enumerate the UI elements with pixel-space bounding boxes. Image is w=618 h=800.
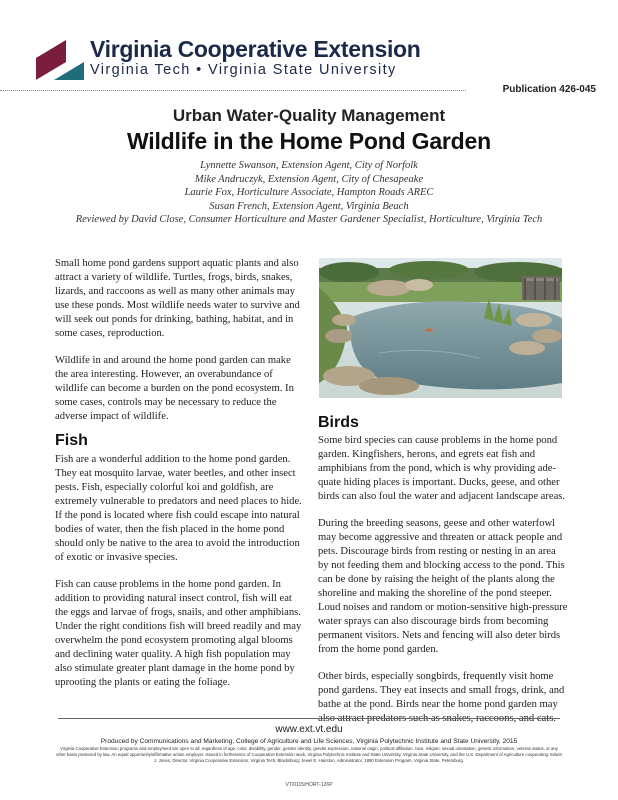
author-list — [0, 159, 618, 227]
fish-paragraph: Fish can cause problems in the home pond garden. In addition to providing natural insect control, fish will eat the eggs and larvae of frogs, snails, and other amphibians. Under the right conditions fish will breed readily and may overwhelm the pond ecosystem promoting algal blooms and declining water quality. A high fish population may also stimulate greater plant damage in the home pond by uprooting the plants or eating the foliage. — [55, 579, 302, 688]
birds-heading: Birds — [318, 414, 359, 431]
birds-paragraph: During the breeding seasons, geese and other waterfowl may become aggressive and threaten or attack people and pets. Discourage birds from resting or nesting in an area by not feeding them and blocking access to the pond. This can be done by raising the height of the plants along the shoreline and making the shoreline of the pond steeper. Loud noises and random or motion-sensitive high-pressure water sprays can also discourage birds from becoming permanent visitors. Nets and fencing will also deter birds from the home pond garden. — [318, 518, 568, 655]
intro-paragraph: Wildlife in and around the home pond garden can make the area interesting. However, an overabundance of wildlife can become a burden on the pond ecosystem. In some cases, controls may be necessary to reduce the adverse impact of wildlife. — [55, 355, 294, 422]
footer-url[interactable]: www.ext.vt.edu — [275, 724, 343, 735]
birds-paragraph: Some bird species can cause problems in the home pond garden. Kingfishers, herons, and egrets eat fish and amphibians from the pond, which is why providing adequate hiding places is important. Ducks, geese, and other birds can also foul the water and adjacent landscape areas. — [318, 435, 566, 502]
author-line: Laurie Fox, Horticulture Associate, Hampton Roads AREC — [184, 187, 434, 198]
fish-section — [55, 453, 305, 703]
footer-legal-notice: Virginia Cooperative Extension programs and employment are open to all, regardless of age, color, disability, gender, gender identity, gender expression, national origin, political affiliation, race, religion, sexual orientation, genetic information, veteran status, or any other basis protected by law. An equal opportunity/affirmative action employer. Issued in furtherance of Cooperative Extension work, Virginia Polytechnic Institute and State University, Virginia State University, and the U.S. Department of Agriculture cooperating. Edwin J. Jones, Director, Virginia Cooperative Extension, Virginia Tech, Blacksburg; Jewel E. Hairston, Administrator, 1890 Extension Program, Virginia State, Petersburg. — [56, 746, 562, 763]
header-divider — [0, 90, 466, 91]
footer-divider — [58, 718, 560, 719]
fish-heading: Fish — [55, 432, 88, 449]
page-title: Wildlife in the Home Pond Garden — [127, 128, 491, 154]
author-line: Mike Andruczyk, Extension Agent, City of Chesapeake — [194, 173, 424, 185]
pond-garden-photo — [319, 258, 562, 398]
org-subtitle: Virginia Tech • Virginia State University — [90, 62, 397, 78]
vce-logo-icon — [36, 40, 84, 80]
publication-number: Publication 426-045 — [502, 84, 596, 95]
series-title: Urban Water-Quality Management — [172, 106, 446, 125]
birds-section — [318, 434, 568, 739]
author-line: Susan French, Extension Agent, Virginia Beach — [209, 200, 409, 212]
footer-publication-code: VT/0115/HORT-126P — [285, 782, 333, 788]
org-name: Virginia Cooperative Extension — [90, 36, 421, 62]
author-line: Lynnette Swanson, Extension Agent, City of Norfolk — [200, 160, 418, 171]
intro-paragraph: Small home pond gardens support aquatic plants and also attract a variety of wildlife. Turtles, frogs, birds, snakes, lizards, and raccoons as well as many other animals may use these ponds. Most wildlife needs water to survive and will seek out ponds for drinking, bathing, habitat, and in some cases, reproduction. — [55, 258, 300, 339]
fish-paragraph: Fish are a wonderful addition to the home pond garden. They eat mosquito larvae, water beetles, and other insect pests. Fish, especially colorful koi and goldfish, are extremely vulnerable to predators and need places to hide. If the pond is located where fish could escape into natural bodies of water, then the fish placed in the home pond should only be native to the area to avoid the introduction of exotic or invasive species. — [55, 454, 302, 563]
birds-paragraph: Other birds, especially songbirds, frequently visit home pond gardens. They eat insects and small frogs, drink, and bathe at the pond. Birds near the home pond garden may also attract predators such as snakes, raccoons, and cats. — [318, 671, 565, 724]
reviewer-line: Reviewed by David Close, Consumer Horticulture and Master Gardener Specialist, Horticulture, Virginia Tech — [75, 214, 543, 225]
intro-section — [55, 257, 305, 437]
footer-produced-by: Produced by Communications and Marketing, College of Agriculture and Life Sciences, Virginia Polytechnic Institute and State University, 2015 — [100, 738, 518, 745]
